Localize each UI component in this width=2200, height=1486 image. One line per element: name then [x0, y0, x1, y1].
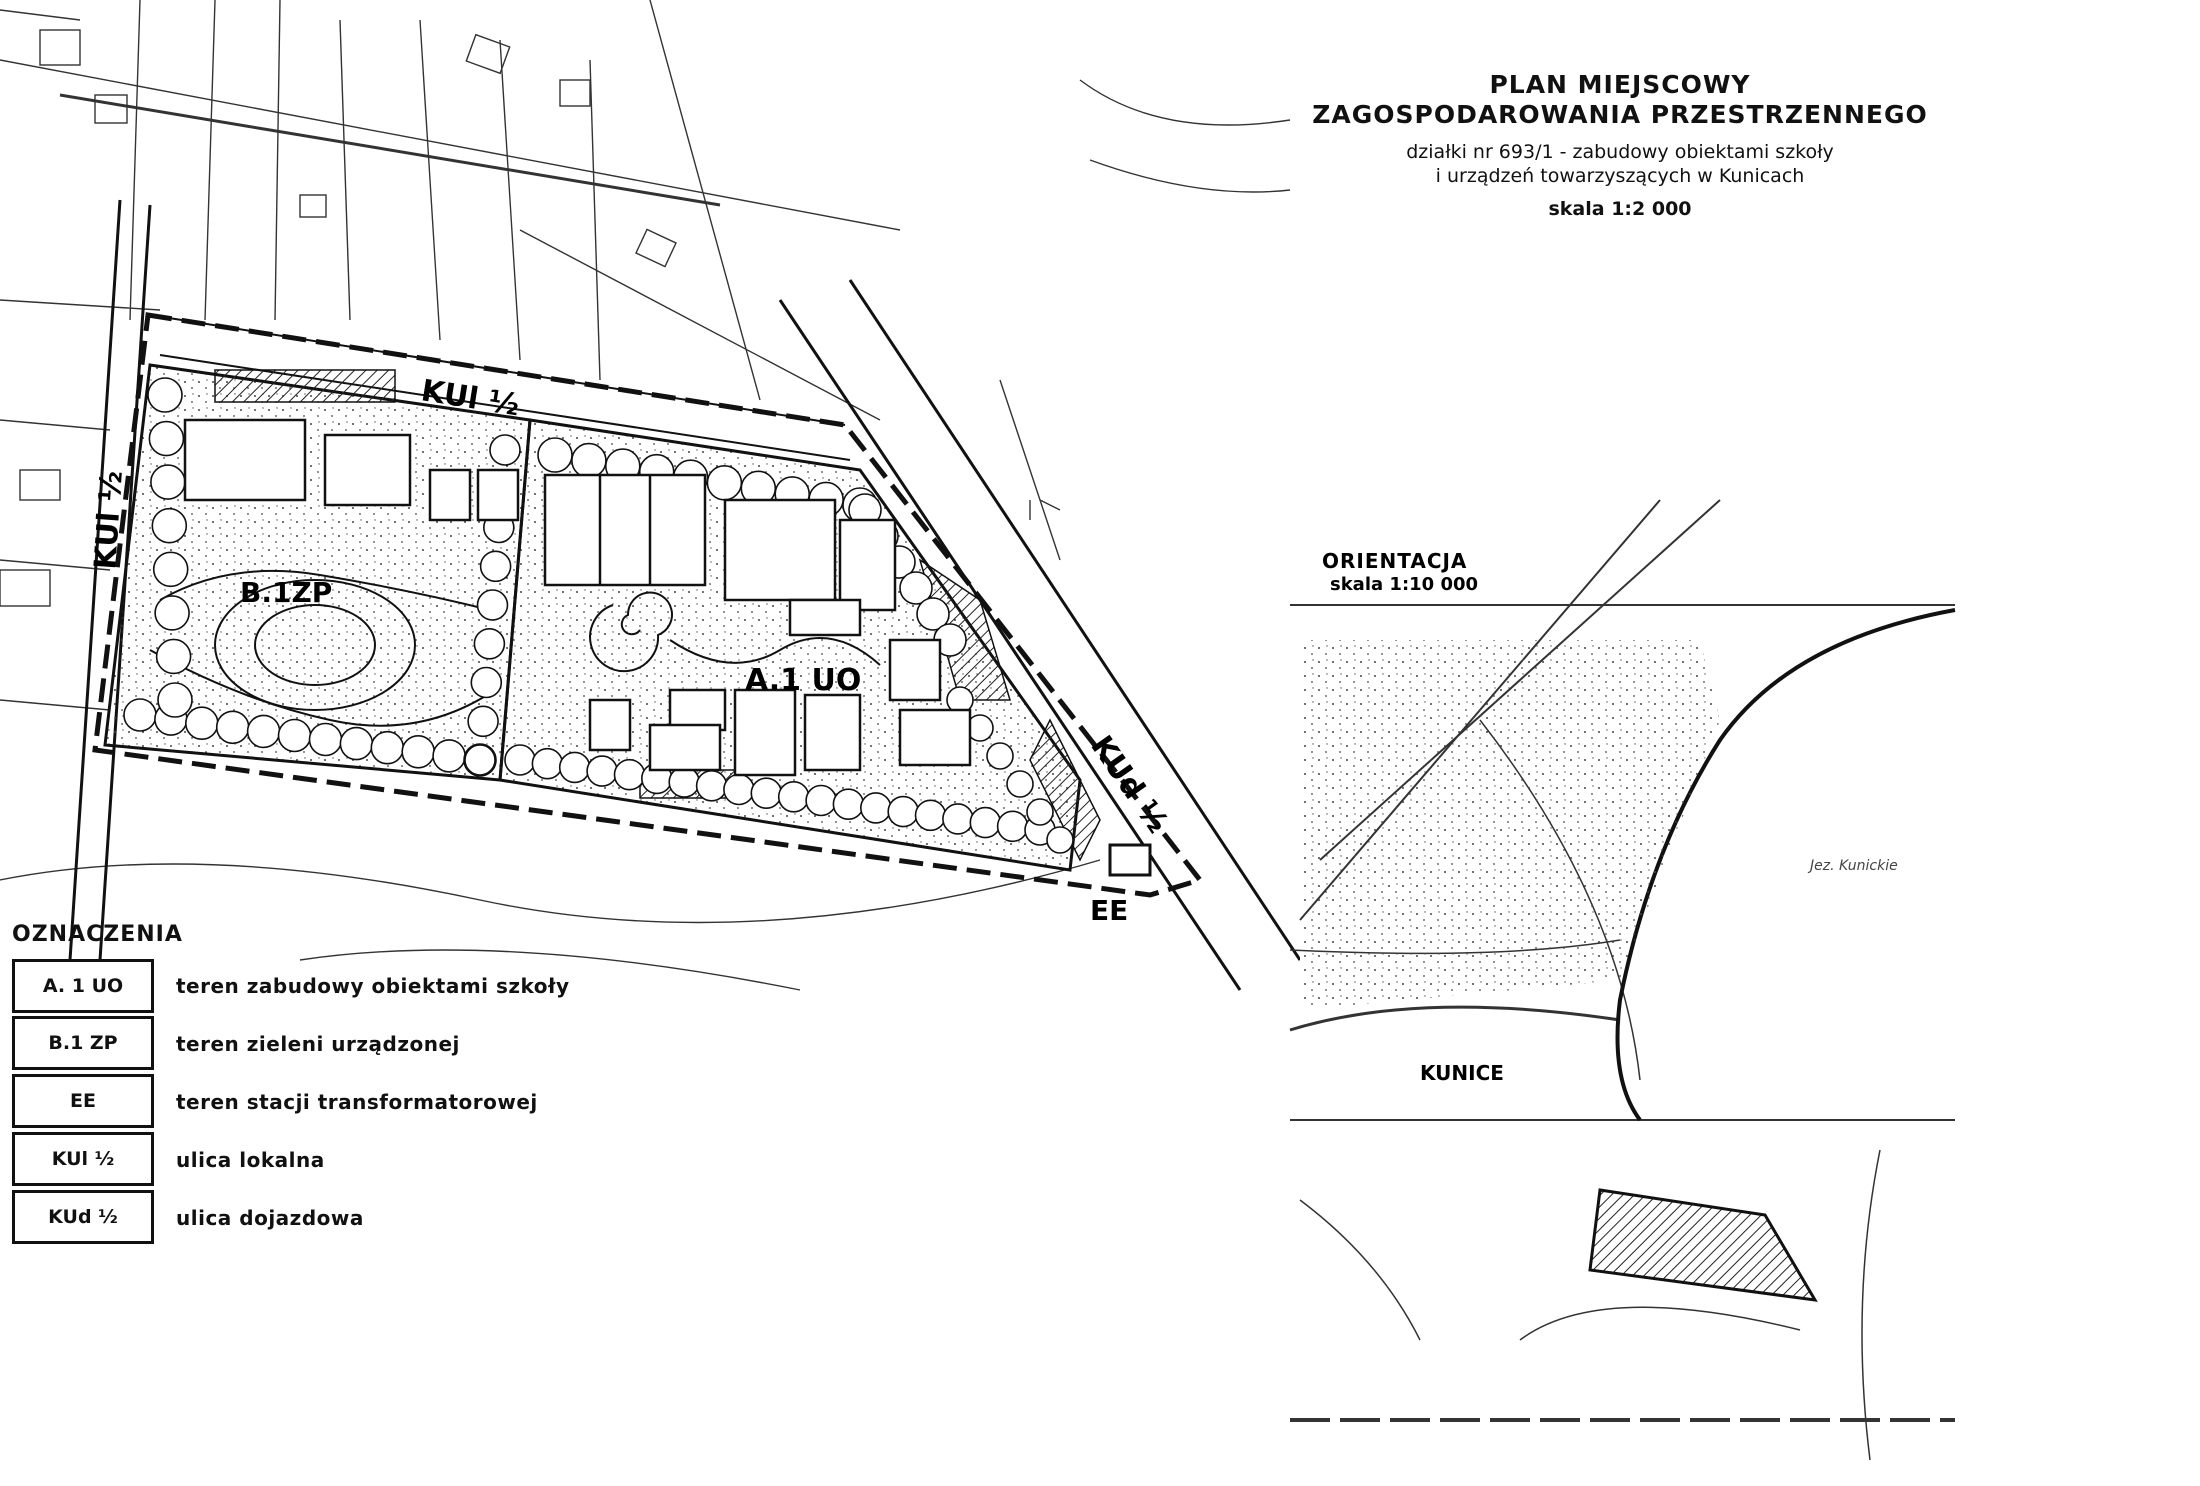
tree-symbol — [888, 797, 918, 827]
tree-symbol — [707, 466, 741, 500]
tree-symbol — [465, 745, 495, 775]
tree-symbol — [833, 789, 863, 819]
legend-row — [12, 1073, 612, 1131]
legend-code: EE — [12, 1074, 154, 1128]
substation-ee — [1110, 845, 1150, 875]
tree-symbol — [149, 422, 183, 456]
plot-location-marker — [1590, 1190, 1815, 1300]
tree-symbol — [970, 808, 1000, 838]
legend-row — [12, 1131, 612, 1189]
road-label-left: KUl ½ — [88, 469, 130, 571]
built-up-area — [1300, 640, 1720, 1010]
tree-symbol — [124, 699, 156, 731]
tree-symbol — [943, 804, 973, 834]
tree-symbol — [158, 683, 192, 717]
tree-symbol — [468, 706, 498, 736]
tree-symbol — [157, 639, 191, 673]
tree-symbol — [861, 793, 891, 823]
tree-symbol — [697, 771, 727, 801]
tree-symbol — [474, 629, 504, 659]
legend-row — [12, 1015, 612, 1073]
tree-symbol — [669, 767, 699, 797]
subtitle-line-1: działki nr 693/1 - zabudowy obiektami szkoły — [1406, 141, 1834, 163]
legend-code: A. 1 UO — [12, 959, 154, 1013]
tree-symbol — [505, 745, 535, 775]
legend-code: B.1 ZP — [12, 1016, 154, 1070]
legend-row — [12, 1189, 612, 1247]
tree-symbol — [538, 438, 572, 472]
town-label: KUNICE — [1420, 1061, 1504, 1085]
tree-symbol — [481, 551, 511, 581]
tree-symbol — [560, 752, 590, 782]
title-block — [1300, 70, 1940, 222]
tree-symbol — [371, 732, 403, 764]
map-scale: skala 1:2 000 — [1548, 198, 1692, 220]
tree-symbol — [490, 435, 520, 465]
legend-description: teren zabudowy obiektami szkoły — [176, 974, 570, 998]
subtitle-line-2: i urządzeń towarzyszących w Kunicach — [1435, 165, 1805, 187]
tree-symbol — [433, 740, 465, 772]
tree-symbol — [587, 756, 617, 786]
tree-symbol — [916, 800, 946, 830]
substation-label: EE — [1090, 894, 1129, 927]
legend-heading: OZNACZENIA — [12, 922, 183, 947]
tree-symbol — [151, 465, 185, 499]
inset-frame — [1290, 500, 1950, 1480]
tree-symbol — [152, 509, 186, 543]
title-line-1: PLAN MIEJSCOWY — [1489, 70, 1751, 99]
lake-shoreline — [1618, 610, 1956, 1120]
tree-symbol — [1007, 771, 1033, 797]
legend-description: ulica dojazdowa — [176, 1206, 364, 1230]
tree-symbol — [186, 707, 218, 739]
tree-symbol — [217, 711, 249, 743]
tree-symbol — [751, 778, 781, 808]
tree-symbol — [340, 728, 372, 760]
orientation-heading: ORIENTACJA — [1322, 549, 1468, 573]
tree-symbol — [615, 760, 645, 790]
main-plan-map — [0, 0, 1300, 1000]
tree-symbol — [572, 444, 606, 478]
title-line-2: ZAGOSPODAROWANIA PRZESTRZENNEGO — [1312, 100, 1928, 129]
legend-row — [12, 957, 612, 1015]
tree-symbol — [998, 811, 1028, 841]
tree-symbol — [248, 715, 280, 747]
tree-symbol — [310, 724, 342, 756]
tree-symbol — [1027, 799, 1053, 825]
tree-symbol — [402, 736, 434, 768]
tree-symbol — [724, 775, 754, 805]
legend-description: ulica lokalna — [176, 1148, 325, 1172]
legend-description: teren zieleni urządzonej — [176, 1032, 460, 1056]
tree-symbol — [987, 743, 1013, 769]
road-label-diagonal: KUd ½ — [1083, 729, 1176, 840]
tree-symbol — [1047, 827, 1073, 853]
tree-symbol — [532, 749, 562, 779]
tree-symbol — [478, 590, 508, 620]
orientation-scale: skala 1:10 000 — [1330, 574, 1479, 595]
zone-label-a1uo: A.1 UO — [745, 663, 862, 698]
zone-label-b1zp: B.1ZP — [240, 576, 333, 609]
tree-symbol — [154, 552, 188, 586]
legend — [12, 922, 612, 1247]
tree-symbol — [148, 378, 182, 412]
tree-symbol — [279, 720, 311, 752]
legend-description: teren stacji transformatorowej — [176, 1090, 538, 1114]
legend-code: KUl ½ — [12, 1132, 154, 1186]
road-label-top: KUl ½ — [418, 373, 522, 424]
legend-rows — [12, 957, 612, 1247]
lake-label: Jez. Kunickie — [1810, 858, 1898, 874]
tree-symbol — [155, 596, 189, 630]
tree-symbol — [779, 782, 809, 812]
legend-code: KUd ½ — [12, 1190, 154, 1244]
tree-symbol — [471, 668, 501, 698]
tree-symbol — [806, 786, 836, 816]
